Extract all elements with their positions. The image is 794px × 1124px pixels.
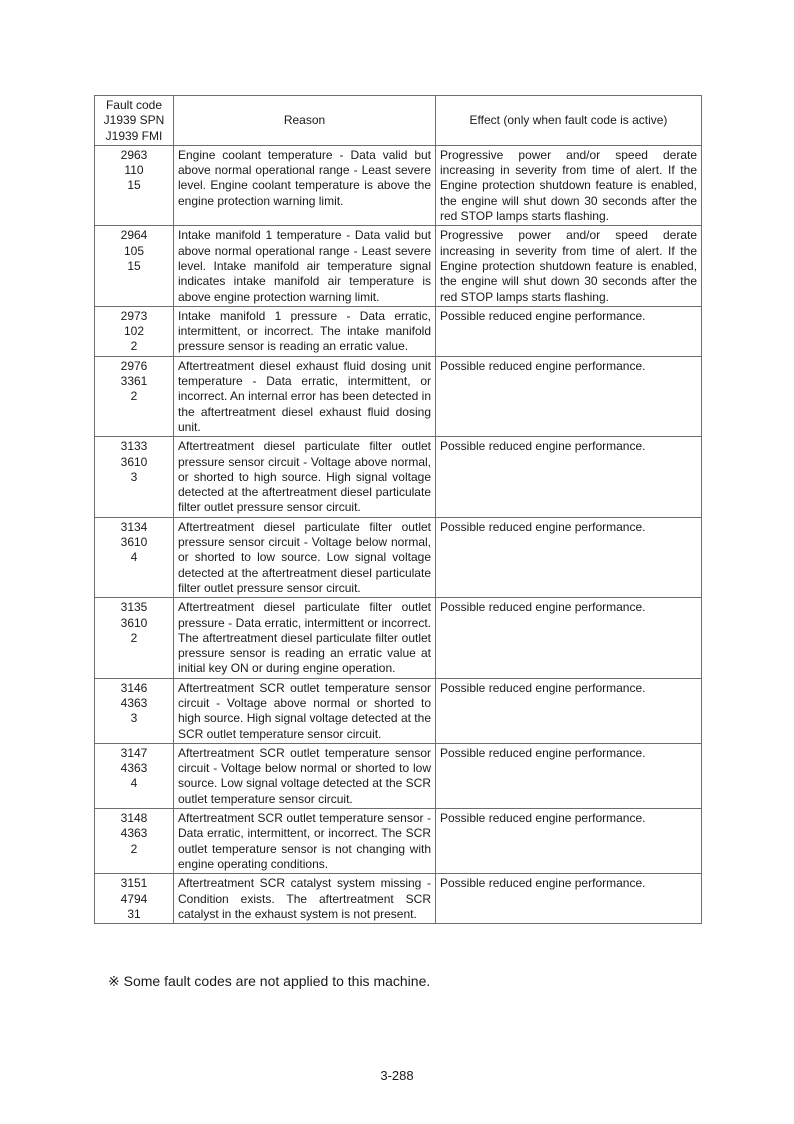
fault-code: 3135	[120, 600, 148, 615]
fault-code: 3134	[120, 519, 148, 534]
effect-cell: Possible reduced engine performance.	[436, 678, 702, 743]
effect-cell: Possible reduced engine performance.	[436, 874, 702, 924]
fault-code: 2973	[120, 308, 148, 323]
j1939-fmi: 4	[130, 776, 138, 791]
fault-code-cell	[95, 678, 174, 743]
j1939-spn: 3361	[120, 374, 148, 389]
reason-cell: Aftertreatment SCR catalyst system missing - Condition exists. The aftertreatment SCR catalyst in the exhaust system is not present.	[174, 874, 436, 924]
j1939-fmi: 3	[130, 469, 138, 484]
fault-code: 3151	[120, 876, 148, 891]
fault-code: 3133	[120, 439, 148, 454]
fault-code: 3146	[120, 680, 148, 695]
j1939-fmi: 4	[130, 550, 138, 565]
fault-code-cell	[95, 874, 174, 924]
fault-code: 2976	[120, 358, 148, 373]
header-reason: Reason	[174, 96, 436, 146]
reason-cell: Aftertreatment diesel particulate filter outlet pressure - Data erratic, intermittent or incorrect. The aftertreatment diesel particulate filter outlet pressure sensor is reading an erratic value at initial key ON or during engine operation.	[174, 598, 436, 678]
table-row	[95, 809, 702, 874]
j1939-spn: 4794	[120, 891, 148, 906]
effect-cell: Possible reduced engine performance.	[436, 306, 702, 356]
fault-code-cell	[95, 809, 174, 874]
effect-cell: Possible reduced engine performance.	[436, 598, 702, 678]
table-row	[95, 306, 702, 356]
j1939-fmi: 2	[130, 389, 138, 404]
reason-cell: Aftertreatment diesel exhaust fluid dosing unit temperature - Data erratic, intermittent, or incorrect. An internal error has been detected in the aftertreatment diesel exhaust fluid dosing unit.	[174, 356, 436, 436]
table-row	[95, 356, 702, 436]
fault-code: 3147	[120, 745, 148, 760]
j1939-fmi: 3	[130, 711, 138, 726]
table-row	[95, 226, 702, 306]
fault-code: 2963	[120, 147, 148, 162]
fault-code: 2964	[120, 228, 148, 243]
j1939-fmi: 2	[130, 630, 138, 645]
effect-cell: Possible reduced engine performance.	[436, 743, 702, 808]
reason-cell: Intake manifold 1 temperature - Data valid but above normal operational range - Least severe level. Intake manifold air temperature signal indicates intake manifold air temperature is above engine protection warning limit.	[174, 226, 436, 306]
j1939-spn: 4363	[120, 695, 148, 710]
fault-code-table	[94, 95, 702, 924]
j1939-fmi: 2	[130, 841, 138, 856]
j1939-spn: 3610	[120, 615, 148, 630]
table-row	[95, 517, 702, 597]
effect-cell: Possible reduced engine performance.	[436, 809, 702, 874]
reason-cell: Aftertreatment SCR outlet temperature sensor circuit - Voltage below normal or shorted to low source. Low signal voltage detected at the SCR outlet temperature sensor circuit.	[174, 743, 436, 808]
j1939-spn: 3610	[120, 454, 148, 469]
footnote: ※ Some fault codes are not applied to this machine.	[108, 973, 431, 989]
effect-cell: Progressive power and/or speed derate increasing in severity from time of alert. If the Engine protection shutdown feature is enabled, the engine will shut down 30 seconds after the red STOP lamps starts flashing.	[436, 226, 702, 306]
page-number: 3-288	[380, 1068, 414, 1083]
j1939-fmi: 31	[127, 906, 141, 921]
j1939-spn: 4363	[120, 761, 148, 776]
table-row	[95, 145, 702, 225]
j1939-fmi: 2	[130, 339, 138, 354]
table-header-row	[95, 96, 702, 146]
fault-code-cell	[95, 226, 174, 306]
reason-cell: Engine coolant temperature - Data valid but above normal operational range - Least severe level. Engine coolant temperature is above the engine protection warning limit.	[174, 145, 436, 225]
table-row	[95, 874, 702, 924]
j1939-spn: 4363	[120, 826, 148, 841]
table-row	[95, 743, 702, 808]
fault-code-cell	[95, 437, 174, 517]
effect-cell: Possible reduced engine performance.	[436, 437, 702, 517]
effect-cell: Possible reduced engine performance.	[436, 517, 702, 597]
j1939-spn: 105	[123, 243, 145, 258]
j1939-fmi: 15	[127, 258, 141, 273]
j1939-fmi: 15	[127, 178, 141, 193]
table-row	[95, 437, 702, 517]
j1939-spn: 110	[124, 163, 144, 178]
reason-cell: Aftertreatment diesel particulate filter outlet pressure sensor circuit - Voltage above normal, or shorted to high source. High signal voltage detected at the aftertreatment diesel particulate filter outlet pressure sensor circuit.	[174, 437, 436, 517]
reason-cell: Aftertreatment SCR outlet temperature sensor - Data erratic, intermittent, or incorrect. The SCR outlet temperature sensor is not changing with engine operating conditions.	[174, 809, 436, 874]
j1939-spn: 3610	[120, 535, 148, 550]
reason-cell: Intake manifold 1 pressure - Data erratic, intermittent, or incorrect. The intake manifold pressure sensor is reading an erratic value.	[174, 306, 436, 356]
fault-code: 3148	[120, 811, 148, 826]
table-row	[95, 598, 702, 678]
effect-cell: Possible reduced engine performance.	[436, 356, 702, 436]
header-effect: Effect (only when fault code is active)	[436, 96, 702, 146]
fault-code-cell	[95, 743, 174, 808]
j1939-spn: 102	[123, 324, 145, 339]
reason-cell: Aftertreatment SCR outlet temperature sensor circuit - Voltage above normal or shorted to high source. High signal voltage detected at the SCR outlet temperature sensor circuit.	[174, 678, 436, 743]
reason-cell: Aftertreatment diesel particulate filter outlet pressure sensor circuit - Voltage below normal, or shorted to low source. Low signal voltage detected at the aftertreatment diesel particulate filter outlet pressure sensor circuit.	[174, 517, 436, 597]
fault-code-cell	[95, 306, 174, 356]
fault-code-cell	[95, 517, 174, 597]
header-fault-code: Fault code J1939 SPN J1939 FMI	[95, 96, 174, 146]
table-row	[95, 678, 702, 743]
fault-code-cell	[95, 145, 174, 225]
effect-cell: Progressive power and/or speed derate increasing in severity from time of alert. If the Engine protection shutdown feature is enabled, the engine will shut down 30 seconds after the red STOP lamps starts flashing.	[436, 145, 702, 225]
fault-code-cell	[95, 598, 174, 678]
fault-code-cell	[95, 356, 174, 436]
